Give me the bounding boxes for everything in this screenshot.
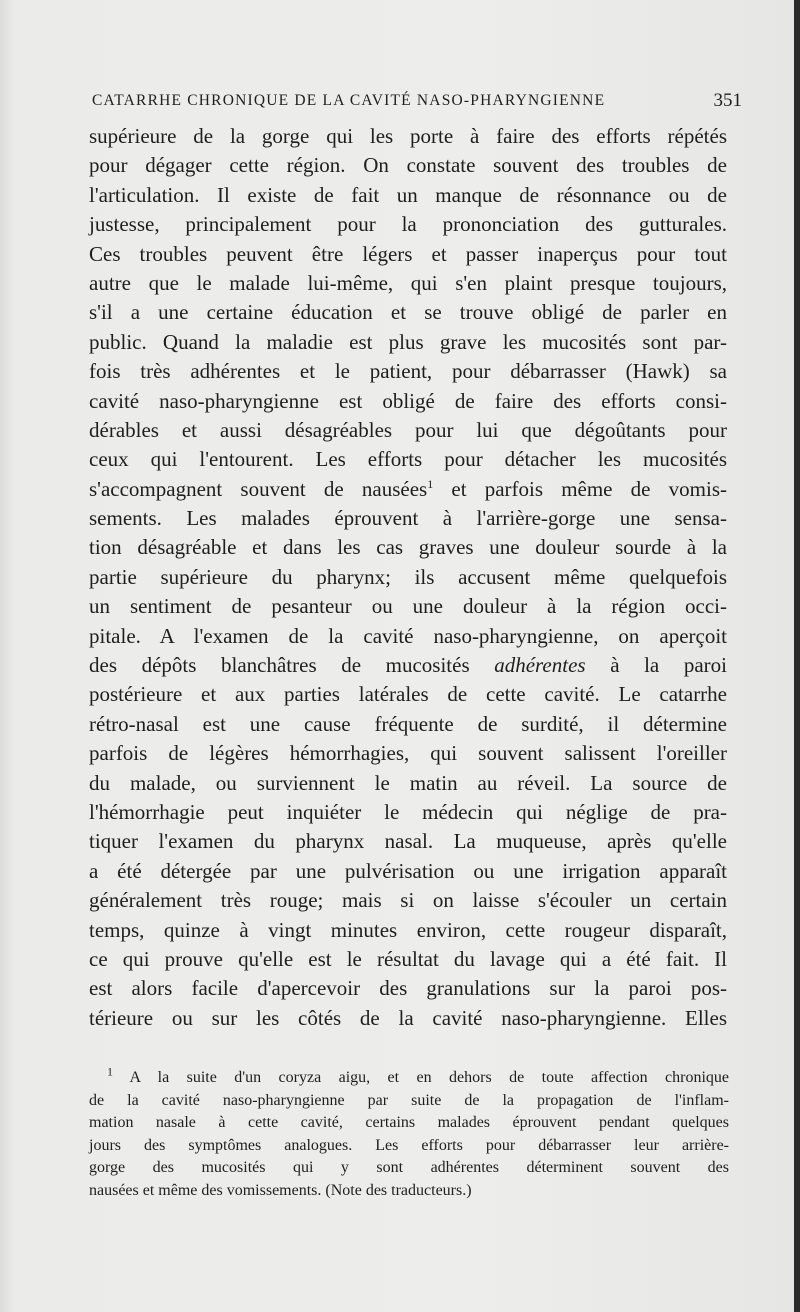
text-line: fois très adhérentes et le patient, pour débarrasser (Hawk) sa: [89, 359, 727, 384]
footnote-marker: 1: [107, 1064, 113, 1079]
text-line: sements. Les malades éprouvent à l'arrière-gorge une sensa-: [89, 506, 727, 531]
text-line: s'il a une certaine éducation et se trouve obligé de parler en: [89, 300, 727, 325]
text-line: ceux qui l'entourent. Les efforts pour détacher les mucosités: [89, 447, 727, 472]
text-line: du malade, ou surviennent le matin au réveil. La source de: [89, 770, 727, 795]
footnote-text: A la suite d'un coryza aigu, et en dehors de toute affection chronique: [129, 1069, 730, 1086]
text-line: l'hémorrhagie peut inquiéter le médecin qui néglige de pra-: [89, 799, 727, 824]
text-line: parfois de légères hémorrhagies, qui souvent salissent l'oreiller: [89, 741, 727, 766]
text-line: pour dégager cette région. On constate souvent des troubles de: [89, 153, 727, 178]
text-line: justesse, principalement pour la prononciation des gutturales.: [89, 212, 727, 237]
text-segment: s'accompagnent souvent de nausées: [89, 476, 428, 501]
body-text: [89, 122, 727, 1033]
page-number: 351: [713, 90, 742, 111]
text-line: dérables et aussi désagréables pour lui que dégoûtants pour: [89, 417, 727, 442]
text-line: supérieure de la gorge qui les porte à faire des efforts répétés: [89, 124, 727, 148]
footnote-line: de la cavité naso-pharyngienne par suite de la propagation de l'inflam-: [89, 1091, 729, 1109]
footnote-line: gorge des mucosités qui y sont adhérentes déterminent souvent des: [89, 1159, 729, 1177]
footnote-line: [89, 1064, 730, 1090]
text-line: temps, quinze à vingt minutes environ, cette rougeur disparaît,: [89, 917, 727, 942]
text-line: Ces troubles peuvent être légers et passer inaperçus pour tout: [89, 241, 727, 266]
footnote-line: mation nasale à cette cavité, certains malades éprouvent pendant quelques: [89, 1114, 729, 1132]
text-line: autre que le malade lui-même, qui s'en plaint presque toujours,: [89, 270, 727, 295]
text-line: public. Quand la maladie est plus grave les mucosités sont par-: [89, 329, 727, 354]
text-line: l'articulation. Il existe de fait un manque de résonnance ou de: [89, 182, 727, 207]
footnote-line: nausées et même des vomissements. (Note des traducteurs.): [89, 1181, 472, 1199]
footnote-line: jours des symptômes analogues. Les efforts pour débarrasser leur arrière-: [89, 1136, 729, 1154]
text-segment: à la paroi: [610, 653, 727, 678]
running-head: [92, 88, 742, 114]
text-line-with-emphasis: [89, 651, 727, 680]
text-line: partie supérieure du pharynx; ils accusent même quelquefois: [89, 564, 727, 589]
text-line: a été détergée par une pulvérisation ou une irrigation apparaît: [89, 858, 727, 883]
text-segment: et parfois même de vomis-: [451, 476, 727, 501]
text-line: généralement très rouge; mais si on laisse s'écouler un certain: [89, 888, 727, 913]
text-line: un sentiment de pesanteur ou une douleur à la région occi-: [89, 594, 727, 619]
text-line: ce qui prouve qu'elle est le résultat du lavage qui a été fait. Il: [89, 946, 727, 971]
text-line: rétro-nasal est une cause fréquente de surdité, il détermine: [89, 711, 727, 736]
text-line: pitale. A l'examen de la cavité naso-pharyngienne, on aperçoit: [89, 623, 727, 648]
text-line: postérieure et aux parties latérales de cette cavité. Le catarrhe: [89, 682, 727, 707]
text-line: est alors facile d'apercevoir des granulations sur la paroi pos-: [89, 976, 727, 1001]
text-line: tion désagréable et dans les cas graves une douleur sourde à la: [89, 535, 727, 560]
footnote-reference: 1: [427, 476, 434, 491]
running-head-title: CATARRHE CHRONIQUE DE LA CAVITÉ NASO-PHARYNGIENNE: [92, 92, 606, 109]
footnote: [89, 1064, 730, 1203]
text-line: cavité naso-pharyngienne est obligé de faire des efforts consi-: [89, 388, 727, 413]
emphasized-word: adhérentes: [494, 653, 586, 678]
text-line: tiquer l'examen du pharynx nasal. La muqueuse, après qu'elle: [89, 829, 727, 854]
text-segment: des dépôts blanchâtres de mucosités: [89, 653, 470, 678]
page-edge-shadow: [794, 0, 800, 1312]
text-line: térieure ou sur les côtés de la cavité naso-pharyngienne. Elles: [89, 1005, 727, 1030]
text-line-with-note-ref: [89, 475, 727, 504]
